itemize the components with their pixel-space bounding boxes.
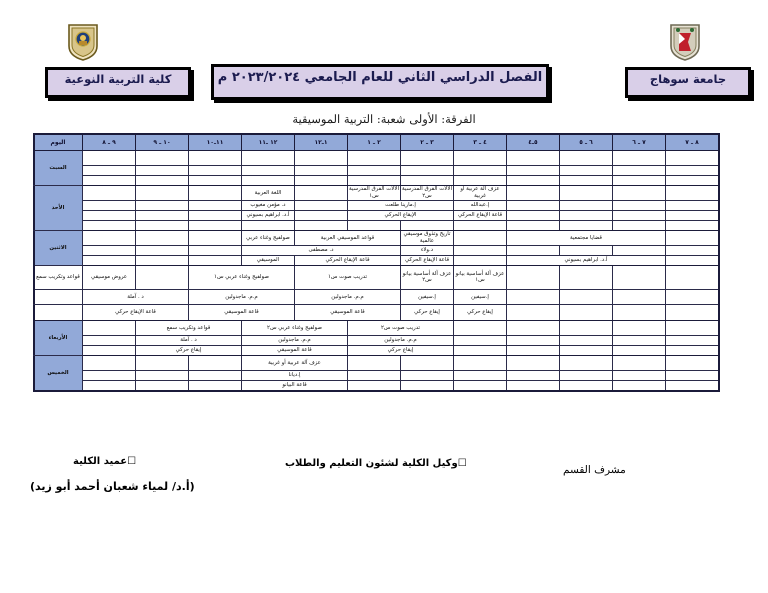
timetable-cell-filled: إيقاع حركي [348, 346, 454, 356]
timetable-cell-filled: د. مؤمن مغيوب [242, 201, 295, 211]
timetable-cell-empty [348, 166, 401, 176]
supervisor-signature-label: مشرف القسم [563, 464, 626, 476]
semester-title-banner: الفصل الدراسي الثاني للعام الجامعي ٢٠٢٣/٢٠٢٤ م [211, 64, 549, 100]
timetable-cell-empty [136, 151, 189, 166]
timetable-cell-empty [613, 321, 666, 336]
vice-dean-label-text: وكيل الكلية لشئون التعليم والطلاب [285, 458, 458, 469]
timetable-cell-empty [507, 321, 560, 336]
timetable-cell-empty [560, 336, 613, 346]
timetable-cell-empty [136, 166, 189, 176]
timetable-row [34, 336, 720, 346]
timetable-cell-empty [666, 289, 720, 305]
timetable-cell-empty [507, 289, 560, 305]
timetable-cell-empty [507, 221, 560, 231]
column-header-day: اليوم [34, 134, 83, 151]
timetable-cell-empty [242, 221, 295, 231]
timetable-cell-empty [401, 221, 454, 231]
timetable-cell-empty [295, 211, 348, 221]
sohag-university-icon [668, 22, 702, 62]
timetable-cell-empty [560, 166, 613, 176]
timetable-cell-empty [666, 151, 720, 166]
page-header [0, 0, 768, 108]
timetable-cell-empty [613, 305, 666, 321]
timetable-cell-empty [454, 151, 507, 166]
timetable-cell-empty [189, 186, 242, 201]
timetable-cell-empty [83, 176, 136, 186]
timetable-cell-empty [666, 176, 720, 186]
timetable-cell-empty [136, 176, 189, 186]
timetable-cell-empty [454, 256, 507, 266]
timetable-cell-empty [83, 321, 136, 336]
timetable-cell-empty [348, 176, 401, 186]
timetable-cell-filled: عزف آلة عربية أو غربية [242, 356, 348, 371]
timetable-cell-filled: قاعة الإيقاع الحركي [401, 256, 454, 266]
timetable-cell-empty [666, 186, 720, 201]
timetable-cell-empty [83, 231, 136, 246]
timetable-cell-empty [454, 221, 507, 231]
timetable-cell-filled: قاعة الموسيقي [295, 305, 401, 321]
timetable-cell-empty [83, 186, 136, 201]
timetable-cell-filled: عروض موسيقي [83, 266, 136, 290]
timetable-cell-empty [560, 289, 613, 305]
timetable-cell-empty [401, 176, 454, 186]
timetable-cell-empty [454, 176, 507, 186]
timetable-container [36, 133, 720, 392]
timetable-cell-empty [83, 336, 136, 346]
timetable-row [34, 186, 720, 201]
timetable-cell-filled: د.ولاء [401, 246, 454, 256]
sohag-university-logo [668, 22, 702, 62]
timetable-cell-empty [666, 211, 720, 221]
timetable-cell-filled: إ.عبدالله [454, 201, 507, 211]
timetable-row [34, 166, 720, 176]
university-name-banner: جامعة سوهاج [625, 67, 751, 98]
timetable-cell-empty [295, 201, 348, 211]
timetable-cell-empty [189, 211, 242, 221]
faculty-crest-icon [66, 22, 100, 62]
column-header-timeslot: ٦ ـ ٥ [560, 134, 613, 151]
timetable-cell-filled: إ.مارينا طلعت [348, 201, 454, 211]
timetable-row [34, 371, 720, 381]
timetable-cell-empty [83, 211, 136, 221]
timetable-cell-empty [666, 381, 720, 392]
timetable-cell-empty [560, 356, 613, 371]
timetable-cell-empty [507, 371, 560, 381]
timetable-cell-filled: قاعة الموسيقي [189, 305, 295, 321]
dean-full-name: (أ.د/ لمياء شعبان أحمد أبو زيد) [30, 480, 195, 493]
timetable-cell-empty [560, 321, 613, 336]
timetable-row [34, 266, 720, 290]
timetable-cell-empty [83, 346, 136, 356]
timetable-cell-filled: د . آملة [136, 336, 242, 346]
timetable-cell-empty [666, 371, 720, 381]
timetable-row [34, 221, 720, 231]
timetable-cell-empty [560, 151, 613, 166]
timetable-cell-empty [189, 381, 242, 392]
timetable-row [34, 176, 720, 186]
timetable-cell-filled: الآلات الفرق المدرسية س١ [349, 186, 399, 199]
timetable-cell-empty [507, 176, 560, 186]
timetable-cell-filled: قاعة البيانو [242, 381, 348, 392]
timetable-cell-empty [507, 346, 560, 356]
timetable-cell-empty [295, 166, 348, 176]
timetable-cell-empty [613, 176, 666, 186]
timetable-cell-filled: د . آملة [83, 289, 189, 305]
timetable-cell-empty [401, 166, 454, 176]
timetable-cell-empty [136, 371, 189, 381]
timetable-cell-filled: عزف آلة عربية أو غربية [454, 186, 507, 201]
timetable-row [34, 246, 720, 256]
timetable-row [34, 356, 720, 371]
timetable-cell-empty [401, 381, 454, 392]
timetable-cell-filled: اللغة العربية [242, 186, 295, 201]
timetable-cell-filled: م.م. ماجدولين [348, 336, 454, 346]
timetable-row [34, 381, 720, 392]
timetable-cell-empty [83, 246, 136, 256]
timetable-row [34, 289, 720, 305]
timetable-cell-empty [83, 166, 136, 176]
timetable-cell-empty [295, 186, 348, 201]
timetable-cell-filled: قاعة الإيقاع حركي [83, 305, 189, 321]
timetable-row [34, 346, 720, 356]
timetable-row [34, 211, 720, 221]
timetable-cell-empty [454, 246, 507, 256]
timetable-cell-empty [83, 356, 136, 371]
timetable-cell-empty [507, 211, 560, 221]
timetable-cell-empty [454, 356, 507, 371]
column-header-timeslot: ٣ ـ ٢ [401, 134, 454, 151]
timetable-cell-filled: تاريخ وتذوق موسيقي عالمية [401, 231, 454, 246]
timetable-cell-empty [401, 151, 454, 166]
timetable-cell-empty [666, 166, 720, 176]
timetable-row [34, 201, 720, 211]
timetable [33, 133, 721, 392]
timetable-cell-empty [507, 151, 560, 166]
timetable-cell-empty [666, 246, 720, 256]
faculty-crest-logo [66, 22, 100, 62]
dean-signature-label [73, 456, 136, 467]
column-header-timeslot: ٨ ـ ٧ [666, 134, 720, 151]
timetable-cell-empty [613, 289, 666, 305]
checkbox-icon-2: ☐ [457, 458, 467, 469]
timetable-cell-empty [560, 246, 613, 256]
timetable-cell-empty [454, 231, 507, 246]
timetable-cell-empty [613, 221, 666, 231]
timetable-cell-filled: أ.د. ابراهيم بسيوني [507, 256, 666, 266]
timetable-cell-empty [401, 356, 454, 371]
timetable-cell-empty [613, 166, 666, 176]
timetable-cell-empty [136, 381, 189, 392]
timetable-cell-empty [613, 211, 666, 221]
column-header-timeslot: ٩ ـ ٨ [83, 134, 136, 151]
timetable-row [34, 305, 720, 321]
timetable-cell-empty [507, 266, 560, 290]
day-label-0: السبت [34, 151, 83, 186]
timetable-cell-empty [666, 221, 720, 231]
timetable-cell-filled: الموسيقي [242, 256, 295, 266]
timetable-row [34, 151, 720, 166]
timetable-cell-empty [348, 381, 401, 392]
timetable-cell-empty [136, 221, 189, 231]
timetable-cell-filled: أ.د. ابراهيم بسيوني [242, 211, 295, 221]
timetable-cell-empty [348, 151, 401, 166]
timetable-cell-empty [189, 166, 242, 176]
timetable-cell-empty [666, 201, 720, 211]
timetable-cell-empty [83, 381, 136, 392]
timetable-cell-empty [613, 186, 666, 201]
timetable-cell-empty [507, 201, 560, 211]
timetable-cell-empty [136, 256, 189, 266]
timetable-cell-empty [507, 305, 560, 321]
timetable-cell-empty [83, 256, 136, 266]
timetable-cell-filled: تدريب صوت س٢ [348, 321, 454, 336]
timetable-cell-filled: إيقاع حركي [136, 346, 242, 356]
timetable-cell-empty [136, 186, 189, 201]
timetable-cell-filled: إيقاع حركي [401, 305, 454, 321]
timetable-cell-empty [242, 151, 295, 166]
timetable-cell-filled: تدريب صوت س١ [295, 266, 401, 290]
day-label-1: الأحد [34, 186, 83, 231]
timetable-cell-filled: قواعد وتكريب سمع [34, 266, 83, 290]
timetable-cell-filled: إ.سيفين [401, 289, 454, 305]
timetable-cell-empty [560, 266, 613, 290]
timetable-cell-empty [666, 336, 720, 346]
timetable-cell-empty [189, 256, 242, 266]
column-header-timeslot: ١ـ١٢ [295, 134, 348, 151]
timetable-cell-empty [295, 151, 348, 166]
timetable-header-row [34, 134, 720, 151]
timetable-cell-empty [83, 221, 136, 231]
timetable-cell-empty [83, 371, 136, 381]
timetable-cell-empty [454, 381, 507, 392]
timetable-cell-empty [666, 231, 720, 246]
timetable-cell-empty [295, 221, 348, 231]
timetable-cell-empty [189, 231, 242, 246]
column-header-timeslot: ٥ـ٤ [507, 134, 560, 151]
faculty-name-banner: كلية التربية النوعية [45, 67, 191, 98]
timetable-cell-empty [34, 289, 83, 305]
timetable-cell-empty [136, 246, 189, 256]
timetable-cell-empty [666, 346, 720, 356]
column-header-timeslot: ٢ ـ ١ [348, 134, 401, 151]
timetable-cell-empty [401, 371, 454, 381]
column-header-timeslot: ٤ ـ ٣ [454, 134, 507, 151]
timetable-cell-empty [666, 321, 720, 336]
timetable-cell-empty [507, 166, 560, 176]
timetable-cell-empty [348, 221, 401, 231]
timetable-cell-empty [189, 356, 242, 371]
timetable-cell-filled: د. مصطفى [242, 246, 401, 256]
timetable-row [34, 321, 720, 336]
timetable-cell-empty [242, 176, 295, 186]
column-header-timeslot: ١٢ ـ١١ [242, 134, 295, 151]
class-group-subtitle: الفرقة: الأولى شعبة: التربية الموسيقية [292, 112, 476, 126]
timetable-cell-empty [348, 356, 401, 371]
timetable-cell-empty [34, 305, 83, 321]
timetable-cell-empty [560, 381, 613, 392]
timetable-cell-empty [507, 186, 560, 201]
timetable-cell-empty [560, 371, 613, 381]
timetable-cell-filled: م.م. ماجدولين [242, 336, 348, 346]
timetable-cell-filled: الآلات الفرق المدرسية س٢ [402, 186, 452, 199]
timetable-cell-empty [454, 346, 507, 356]
timetable-cell-empty [560, 346, 613, 356]
timetable-cell-empty [613, 371, 666, 381]
timetable-cell-empty [189, 371, 242, 381]
timetable-row [34, 256, 720, 266]
timetable-cell-empty [507, 246, 560, 256]
page-footer [0, 452, 768, 532]
timetable-cell-empty [507, 336, 560, 346]
timetable-cell-filled: الإيقاع الحركي [348, 211, 454, 221]
timetable-cell-filled: صولفيج وغناء عربي س٢ [242, 321, 348, 336]
timetable-cell-empty [454, 166, 507, 176]
timetable-cell-empty [613, 246, 666, 256]
timetable-cell-empty [189, 221, 242, 231]
timetable-cell-empty [613, 346, 666, 356]
timetable-cell-empty [666, 256, 720, 266]
timetable-cell-filled: قواعد الموسيقي العربية [295, 231, 401, 246]
timetable-cell-empty [613, 356, 666, 371]
timetable-cell-empty [136, 266, 189, 290]
timetable-cell-empty [560, 201, 613, 211]
timetable-cell-empty [242, 166, 295, 176]
timetable-cell-filled: إ.سيفين [454, 289, 507, 305]
dean-label-text: عميد الكلية [73, 456, 128, 467]
column-header-timeslot: ٧ ـ ٦ [613, 134, 666, 151]
timetable-cell-empty [613, 201, 666, 211]
column-header-timeslot: ١٠ ـ ٩ [136, 134, 189, 151]
timetable-cell-empty [507, 356, 560, 371]
timetable-cell-empty [613, 151, 666, 166]
timetable-cell-empty [613, 336, 666, 346]
timetable-cell-empty [666, 305, 720, 321]
timetable-cell-empty [136, 231, 189, 246]
timetable-cell-empty [613, 381, 666, 392]
day-label-2: الاثنين [34, 231, 83, 266]
timetable-cell-empty [136, 211, 189, 221]
day-label-4: الأربعاء [34, 321, 83, 356]
timetable-cell-empty [189, 151, 242, 166]
timetable-cell-filled: إيقاع حركي [454, 305, 507, 321]
timetable-cell-empty [454, 371, 507, 381]
column-header-timeslot: ١١ـ١٠ [189, 134, 242, 151]
timetable-cell-empty [189, 176, 242, 186]
timetable-cell-empty [507, 381, 560, 392]
timetable-cell-empty [613, 266, 666, 290]
timetable-cell-empty [189, 246, 242, 256]
timetable-cell-filled: قاعة الموسيقي [242, 346, 348, 356]
timetable-cell-empty [83, 151, 136, 166]
timetable-cell-filled: م.م. ماجدولين [295, 289, 401, 305]
timetable-cell-filled: إ.ديانا [242, 371, 348, 381]
timetable-cell-filled: م.م. ماجدولين [189, 289, 295, 305]
timetable-cell-empty [560, 221, 613, 231]
day-label-5: الخميس [34, 356, 83, 392]
timetable-cell-empty [454, 336, 507, 346]
timetable-row [34, 231, 720, 246]
timetable-cell-filled: عزف آلة أساسية بيانو س٢ [401, 266, 454, 290]
timetable-cell-filled: عزف آلة أساسية بيانو س١ [454, 266, 507, 290]
timetable-cell-empty [136, 356, 189, 371]
timetable-cell-empty [666, 266, 720, 290]
timetable-cell-empty [136, 201, 189, 211]
timetable-cell-filled: قواعد وتكريب سمع [136, 321, 242, 336]
timetable-cell-empty [666, 356, 720, 371]
timetable-cell-empty [560, 211, 613, 221]
timetable-cell-empty [189, 201, 242, 211]
timetable-cell-empty [348, 371, 401, 381]
timetable-cell-filled: قضايا مجتمعية [507, 231, 666, 246]
timetable-cell-empty [295, 176, 348, 186]
timetable-cell-filled: قاعة الإيقاع الحركي [454, 211, 507, 221]
timetable-cell-empty [454, 321, 507, 336]
timetable-cell-empty [560, 176, 613, 186]
timetable-cell-empty [83, 201, 136, 211]
checkbox-icon: ☐ [127, 456, 137, 467]
timetable-cell-filled: صولفيج وغناء عربي [242, 231, 295, 246]
timetable-cell-empty [560, 305, 613, 321]
timetable-cell-filled: صولفيج وغناء عربي س١ [189, 266, 295, 290]
timetable-cell-empty [560, 186, 613, 201]
timetable-cell-filled: قاعة الإيقاع الحركي [295, 256, 401, 266]
vice-dean-signature-label [285, 458, 467, 469]
